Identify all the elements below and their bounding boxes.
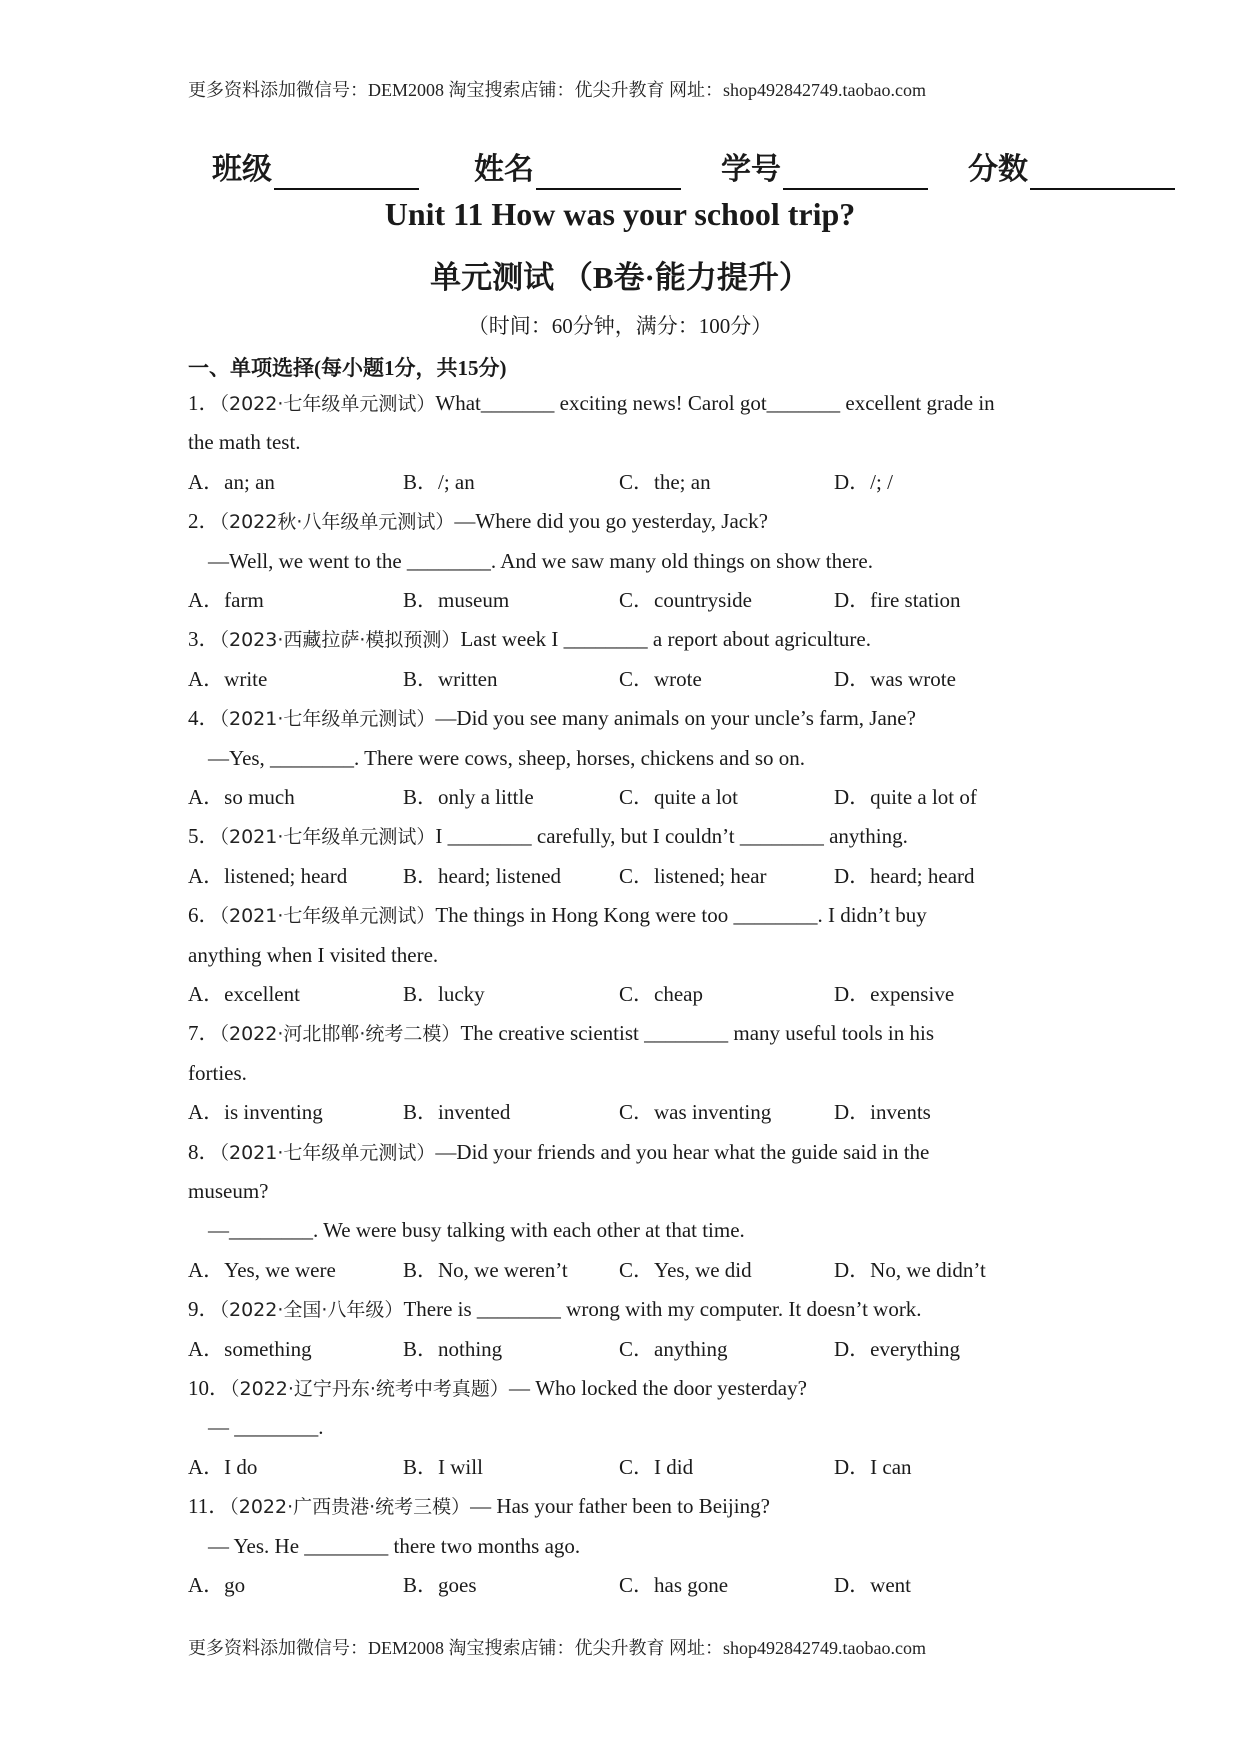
option-a[interactable]: A．something [188,1337,312,1361]
question-line [188,1492,770,1521]
option-c[interactable]: C．listened; hear [619,864,767,888]
option-d[interactable]: D．fire station [834,588,961,612]
option-c[interactable]: C．wrote [619,667,702,691]
question-line [188,941,438,969]
option-a[interactable]: A．excellent [188,982,300,1006]
question-text: —Where did you go yesterday, Jack? [454,509,768,533]
option-b[interactable]: B．nothing [403,1337,503,1361]
question-line [208,1532,580,1560]
question-number: 9． [188,1297,220,1321]
answer-options [0,1335,1240,1363]
question-line [188,428,301,456]
field-score [968,150,1175,190]
question-text: museum? [188,1179,269,1203]
field-score-blank[interactable] [1030,158,1175,190]
answer-options [0,1256,1240,1284]
question-source: （2022·广西贵港·统考三模） [229,1496,471,1518]
question-source: （2021·七年级单元测试） [219,826,436,848]
option-d[interactable]: D．was wrote [834,667,956,691]
question-source: （2022·辽宁丹东·统考中考真题） [230,1378,509,1400]
question-text: There is ________ wrong with my computer. It doesn’t work. [403,1297,922,1321]
option-d[interactable]: D．/; / [834,470,893,494]
question-number: 3． [188,627,220,651]
question-number: 7． [188,1021,220,1045]
field-class-blank[interactable] [274,158,419,190]
answer-options [0,586,1240,614]
option-b[interactable]: B．museum [403,588,510,612]
question-source: （2021·七年级单元测试） [219,708,436,730]
question-number: 6． [188,903,220,927]
option-a[interactable]: A．farm [188,588,264,612]
question-text: forties. [188,1061,247,1085]
option-c[interactable]: C．cheap [619,982,703,1006]
option-b[interactable]: B．/; an [403,470,475,494]
question-text: — Yes. He ________ there two months ago. [208,1534,581,1558]
question-line [188,822,908,851]
option-a[interactable]: A．write [188,667,268,691]
answer-options [0,783,1240,811]
question-source: （2022·七年级单元测试） [219,393,436,415]
question-text: —Well, we went to the ________. And we saw many old things on show there. [208,549,873,573]
field-name-label: 姓名 [474,153,534,186]
question-number: 2． [188,509,220,533]
question-line [188,1374,807,1403]
question-source: （2023·西藏拉萨·模拟预测） [219,629,461,651]
question-line [188,901,927,930]
option-a[interactable]: A．I do [188,1455,258,1479]
option-d[interactable]: D．I can [834,1455,912,1479]
question-text: —Did you see many animals on your uncle’s farm, Jane? [435,706,916,730]
option-d[interactable]: D．invents [834,1100,931,1124]
option-b[interactable]: B．written [403,667,498,691]
question-number: 4． [188,706,220,730]
question-line [188,1059,247,1087]
option-b[interactable]: B．I will [403,1455,483,1479]
answer-options [0,862,1240,890]
question-line [188,1019,934,1048]
option-c[interactable]: C．was inventing [619,1100,772,1124]
option-b[interactable]: B．lucky [403,982,485,1006]
question-text: anything when I visited there. [188,943,439,967]
answer-options [0,665,1240,693]
section-title: 一、单项选择(每小题1分，共15分) [188,356,507,380]
question-text: — ________. [208,1415,324,1439]
answer-options [0,468,1240,496]
option-c[interactable]: C．quite a lot [619,785,738,809]
option-a[interactable]: A．go [188,1573,246,1597]
option-b[interactable]: B．No, we weren’t [403,1258,568,1282]
option-b[interactable]: B．heard; listened [403,864,562,888]
option-d[interactable]: D．everything [834,1337,960,1361]
field-id [721,150,928,190]
answer-options [0,1571,1240,1599]
question-line [188,389,995,418]
question-line [208,744,805,772]
answer-options [0,1098,1240,1126]
question-text: —________. We were busy talking with each other at that time. [208,1218,745,1242]
question-line [188,625,871,654]
question-line [188,1138,929,1167]
question-number: 1． [188,391,220,415]
question-line [188,1177,268,1205]
option-b[interactable]: B．goes [403,1573,477,1597]
question-text: Last week I ________ a report about agriculture. [460,627,871,651]
option-a[interactable]: A．an; an [188,470,275,494]
question-text: The things in Hong Kong were too ________. I didn’t buy [435,903,927,927]
question-text: I ________ carefully, but I couldn’t ________ anything. [435,824,908,848]
field-class-label: 班级 [212,153,272,186]
option-c[interactable]: C．the; an [619,470,711,494]
question-source: （2021·七年级单元测试） [219,905,436,927]
option-d[interactable]: D．No, we didn’t [834,1258,986,1282]
field-id-blank[interactable] [783,158,928,190]
page-subtitle: 单元测试 （B卷·能力提升） [430,260,810,295]
option-d[interactable]: D．quite a lot of [834,785,977,809]
option-c[interactable]: C．I did [619,1455,694,1479]
question-source: （2022·全国·八年级） [219,1299,404,1321]
question-text: The creative scientist ________ many useful tools in his [460,1021,935,1045]
option-c[interactable]: C．anything [619,1337,728,1361]
option-c[interactable]: C．countryside [619,588,752,612]
question-text: — Has your father been to Beijing? [470,1494,770,1518]
field-class [212,150,419,190]
question-text: the math test. [188,430,301,454]
question-number: 10． [188,1376,230,1400]
page-title: Unit 11 How was your school trip? [384,196,856,232]
question-line [208,1216,745,1244]
question-line [188,1295,922,1324]
question-source: （2022·河北邯郸·统考二模） [219,1023,461,1045]
question-line [208,1413,324,1441]
footer-note: 更多资料添加微信号：DEM2008 淘宝搜索店铺：优尖升教育 网址：shop492842749.taobao.com [188,1638,926,1658]
option-c[interactable]: C．has gone [619,1573,729,1597]
question-text: What_______ exciting news! Carol got_______ excellent grade in [435,391,995,415]
field-name-blank[interactable] [536,158,681,190]
option-a[interactable]: A．is inventing [188,1100,323,1124]
header-note: 更多资料添加微信号：DEM2008 淘宝搜索店铺：优尖升教育 网址：shop492842749.taobao.com [188,80,926,100]
answer-options [0,1453,1240,1481]
option-a[interactable]: A．listened; heard [188,864,348,888]
student-info-row [0,150,1240,190]
question-text: — Who locked the door yesterday? [508,1376,807,1400]
option-d[interactable]: D．heard; heard [834,864,975,888]
option-c[interactable]: C．Yes, we did [619,1258,752,1282]
question-line [188,704,916,733]
option-a[interactable]: A．Yes, we were [188,1258,336,1282]
field-score-label: 分数 [968,153,1028,186]
question-line [188,507,768,536]
field-id-label: 学号 [721,153,781,186]
question-number: 5． [188,824,220,848]
question-number: 11． [188,1494,230,1518]
question-source: （2021·七年级单元测试） [219,1142,436,1164]
option-d[interactable]: D．expensive [834,982,955,1006]
time-info: （时间：60分钟，满分：100分） [467,314,773,338]
option-a[interactable]: A．so much [188,785,295,809]
question-text: —Did your friends and you hear what the guide said in the [435,1140,930,1164]
question-line [208,547,873,575]
answer-options [0,980,1240,1008]
question-text: —Yes, ________. There were cows, sheep, horses, chickens and so on. [208,746,806,770]
option-b[interactable]: B．only a little [403,785,534,809]
question-source: （2022秋·八年级单元测试） [219,511,455,533]
option-d[interactable]: D．went [834,1573,911,1597]
option-b[interactable]: B．invented [403,1100,511,1124]
question-number: 8． [188,1140,220,1164]
field-name [474,150,681,190]
